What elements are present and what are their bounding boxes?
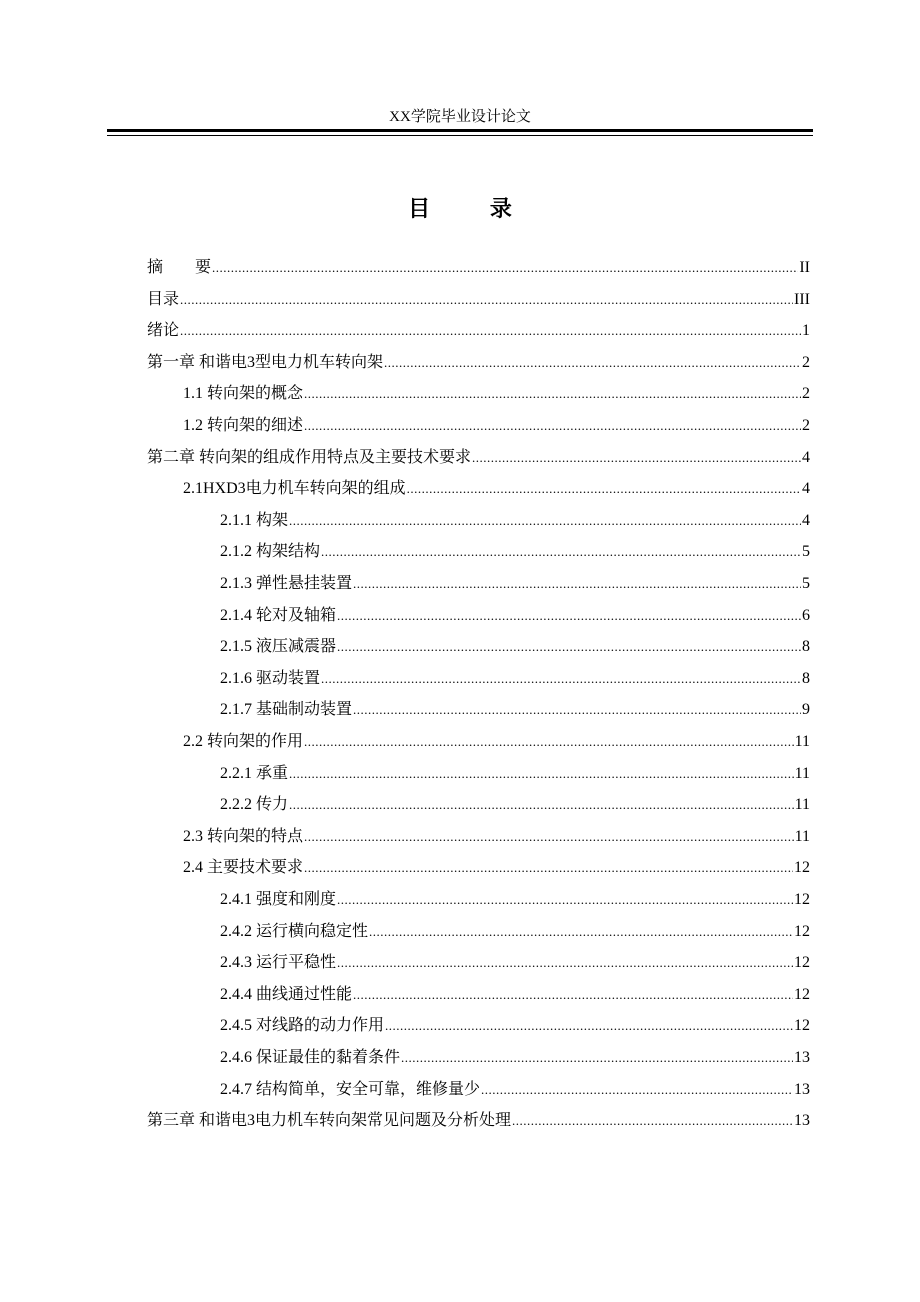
toc-leader-dots <box>353 979 793 1011</box>
toc-leader-dots <box>304 378 801 410</box>
toc-entry-page: 11 <box>794 733 810 750</box>
toc-entry-label: 2.3 转向架的特点 <box>183 827 304 845</box>
toc-leader-dots <box>289 505 801 537</box>
toc-leader-dots <box>304 410 801 442</box>
toc-entry-label: 2.4.7 结构简单，安全可靠，维修量少 <box>220 1080 481 1098</box>
toc-leader-dots <box>180 315 801 347</box>
toc-leader-dots <box>337 884 793 916</box>
toc-entry[interactable] <box>147 1010 810 1042</box>
toc-entry-label: 2.4.2 运行横向稳定性 <box>220 922 369 940</box>
toc-entry-page: 12 <box>794 859 810 877</box>
toc-entry-page: 8 <box>802 669 810 687</box>
toc-leader-dots <box>321 536 801 568</box>
toc-entry[interactable] <box>147 789 810 821</box>
toc-entry[interactable] <box>147 884 810 916</box>
toc-entry-label: 2.4.3 运行平稳性 <box>220 954 337 972</box>
toc-entry[interactable] <box>147 536 810 568</box>
toc-entry-label: 2.1.3 弹性悬挂装置 <box>220 575 353 592</box>
toc-entry-label: 第二章 转向架的组成作用特点及主要技术要求 <box>147 448 472 466</box>
toc-leader-dots <box>353 694 801 726</box>
toc-entry-label: 2.2.2 传力 <box>220 796 289 814</box>
toc-entry-page: 13 <box>794 1080 810 1098</box>
toc-entry-page: 12 <box>794 1017 810 1035</box>
toc-entry-label: 2.2.1 承重 <box>220 764 289 782</box>
toc-entry-label: 2.1.5 液压减震器 <box>220 638 337 656</box>
toc-entry[interactable] <box>147 505 810 537</box>
toc-entry-page: 6 <box>802 606 810 624</box>
toc-entry[interactable] <box>147 821 810 853</box>
toc-leader-dots <box>512 1105 793 1137</box>
toc-entry-page: 12 <box>794 985 810 1003</box>
toc-entry[interactable] <box>147 916 810 948</box>
toc-title: 目 录 <box>408 197 538 222</box>
toc-entry[interactable] <box>147 410 810 442</box>
toc-entry-page: 11 <box>794 827 810 845</box>
toc-entry-label: 摘 要 <box>147 259 212 276</box>
header-rule-thin <box>107 135 813 136</box>
toc-entry[interactable] <box>147 663 810 695</box>
toc-entry-page: 1 <box>802 322 810 340</box>
toc-leader-dots <box>289 789 794 821</box>
toc-entry-page: 12 <box>794 922 810 940</box>
toc-entry[interactable] <box>147 473 810 505</box>
toc-leader-dots <box>304 821 794 853</box>
header-rule-thick <box>107 129 813 132</box>
toc-entry[interactable] <box>147 758 810 790</box>
toc-leader-dots <box>369 916 793 948</box>
toc-entry[interactable] <box>147 284 810 316</box>
toc-leader-dots <box>180 284 793 316</box>
toc-leader-dots <box>337 947 793 979</box>
toc-entry-page: 5 <box>802 543 810 561</box>
toc-entry-page: 12 <box>794 891 810 908</box>
toc-entry-label: 2.1.4 轮对及轴箱 <box>220 606 337 624</box>
toc-entry[interactable] <box>147 442 810 474</box>
toc-entry-label: 第三章 和谐电3电力机车转向架常见问题及分析处理 <box>147 1112 512 1130</box>
toc-entry-label: 2.4.4 曲线通过性能 <box>220 985 353 1003</box>
toc-entry-page: 13 <box>794 1112 810 1130</box>
toc-entry-page: 12 <box>794 954 810 972</box>
toc-entry[interactable] <box>147 979 810 1011</box>
toc-entry[interactable] <box>147 347 810 379</box>
toc-entry-page: 5 <box>802 575 810 592</box>
toc-entry[interactable] <box>147 694 810 726</box>
toc-entry-label: 2.4.5 对线路的动力作用 <box>220 1017 385 1035</box>
toc-entry-page: 4 <box>802 511 810 529</box>
page-header: XX学院毕业设计论文 <box>389 109 531 125</box>
toc-entry-page: 11 <box>794 764 810 782</box>
toc-entry-label: 2.4.1 强度和刚度 <box>220 891 337 908</box>
toc-entry-page: 9 <box>802 701 810 719</box>
toc-entry-page: 2 <box>802 417 810 434</box>
toc-entry[interactable] <box>147 1042 810 1074</box>
toc-entry-page: II <box>799 259 810 276</box>
toc-entry-label: 2.1.7 基础制动装置 <box>220 701 353 719</box>
toc-entry-label: 第一章 和谐电3型电力机车转向架 <box>147 353 384 371</box>
toc-entry-page: 4 <box>802 480 810 498</box>
toc-leader-dots <box>407 473 801 505</box>
toc-entry-label: 2.2 转向架的作用 <box>183 733 304 750</box>
toc-leader-dots <box>212 252 798 284</box>
toc-leader-dots <box>337 631 801 663</box>
toc-leader-dots <box>304 726 794 758</box>
toc-entry[interactable] <box>147 1105 810 1137</box>
toc-entry[interactable] <box>147 631 810 663</box>
toc-entry-page: 2 <box>802 353 810 371</box>
toc-entry-label: 2.1HXD3电力机车转向架的组成 <box>183 480 406 498</box>
toc-entry-label: 2.4 主要技术要求 <box>183 859 304 877</box>
toc-entry-label: 绪论 <box>147 322 180 340</box>
toc-entry[interactable] <box>147 1074 810 1106</box>
toc-entry-page: 13 <box>794 1049 810 1066</box>
toc-entry[interactable] <box>147 252 810 284</box>
toc-leader-dots <box>384 347 801 379</box>
toc-leader-dots <box>353 568 801 600</box>
toc-entry-page: 4 <box>802 448 810 466</box>
toc-entry-label: 2.4.6 保证最佳的黏着条件 <box>220 1049 401 1066</box>
toc-entry-page: 8 <box>802 638 810 656</box>
toc-leader-dots <box>289 758 794 790</box>
toc-entry-label: 2.1.6 驱动装置 <box>220 669 321 687</box>
toc-leader-dots <box>321 663 801 695</box>
toc-leader-dots <box>385 1010 793 1042</box>
toc-entry[interactable] <box>147 568 810 600</box>
toc-entry-label: 1.2 转向架的细述 <box>183 417 304 434</box>
toc-entry[interactable] <box>147 600 810 632</box>
toc-entry[interactable] <box>147 852 810 884</box>
toc-entry[interactable] <box>147 726 810 758</box>
toc-entry-page: 11 <box>794 796 810 814</box>
toc-entry-page: 2 <box>802 385 810 403</box>
toc-entry[interactable] <box>147 947 810 979</box>
toc-entry-page: III <box>794 290 810 308</box>
toc-entry[interactable] <box>147 378 810 410</box>
toc-leader-dots <box>481 1074 793 1106</box>
toc-leader-dots <box>304 852 793 884</box>
toc-entry-label: 2.1.2 构架结构 <box>220 543 321 561</box>
toc-entry-label: 2.1.1 构架 <box>220 511 289 529</box>
toc-entry-label: 目录 <box>147 290 180 308</box>
toc-leader-dots <box>401 1042 793 1074</box>
toc-leader-dots <box>337 600 801 632</box>
toc-entry-label: 1.1 转向架的概念 <box>183 385 304 403</box>
toc-entry[interactable] <box>147 315 810 347</box>
toc-leader-dots <box>472 442 801 474</box>
